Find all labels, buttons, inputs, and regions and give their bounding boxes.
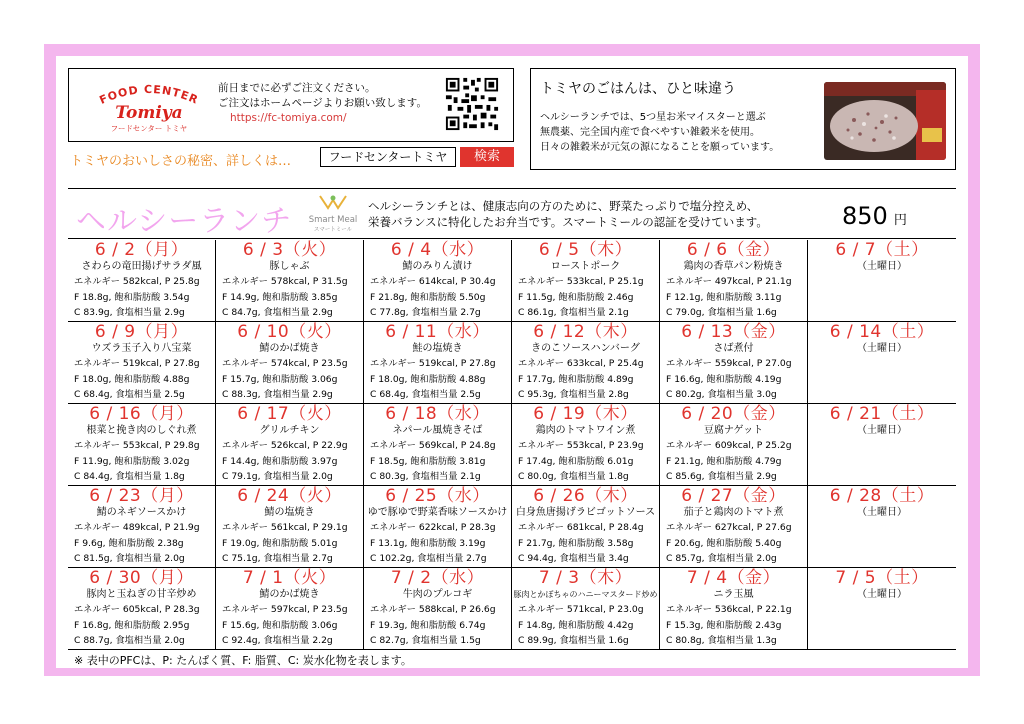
menu-date: 6 / 19（木） — [533, 404, 638, 424]
menu-name: きのこソースハンバーグ — [531, 343, 640, 354]
header-top-rule — [68, 188, 956, 189]
nutrition-energy-protein: エネルギー 533kcal, P 25.1g — [518, 276, 644, 287]
menu-cell — [808, 240, 956, 322]
menu-name: ウズラ玉子入り八宝菜 — [91, 343, 192, 354]
menu-name: 鮭の塩焼き — [412, 343, 463, 354]
nutrition-carb-salt: C 83.9g, 食塩相当量 2.9g — [74, 307, 185, 318]
menu-name: さわらの竜田揚げサラダ風 — [81, 261, 202, 272]
nutrition-energy-protein: エネルギー 605kcal, P 28.3g — [74, 604, 200, 615]
menu-name: 根菜と挽き肉のしぐれ煮 — [86, 425, 197, 436]
menu-name: 豆腐ナゲット — [703, 425, 764, 436]
menu-cell — [216, 568, 364, 650]
menu-calendar — [68, 240, 956, 650]
menu-date: 7 / 5（土） — [835, 568, 929, 588]
nutrition-carb-salt: C 84.7g, 食塩相当量 2.9g — [222, 307, 333, 318]
header-bottom-rule — [68, 238, 956, 239]
menu-cell — [68, 322, 216, 404]
nutrition-carb-salt: C 80.0g, 食塩相当量 1.8g — [518, 471, 629, 482]
store-name-en: FOOD CENTER — [97, 82, 201, 107]
menu-date: 7 / 1（火） — [242, 568, 337, 588]
menu-date: 6 / 30（月） — [89, 568, 194, 588]
price-value: 850 — [842, 202, 888, 230]
nutrition-carb-salt: C 81.5g, 食塩相当量 2.0g — [74, 553, 185, 564]
nutrition-carb-salt: C 84.4g, 食塩相当量 1.8g — [74, 471, 185, 482]
nutrition-energy-protein: エネルギー 526kcal, P 22.9g — [222, 440, 348, 451]
menu-date: 6 / 24（火） — [237, 486, 342, 506]
nutrition-fat: F 16.8g, 飽和脂肪酸 2.95g — [74, 619, 190, 631]
nutrition-energy-protein: エネルギー 633kcal, P 25.4g — [518, 358, 644, 369]
nutrition-carb-salt: C 94.4g, 食塩相当量 3.4g — [518, 553, 629, 564]
nutrition-energy-protein: エネルギー 559kcal, P 27.0g — [666, 358, 792, 369]
nutrition-fat: F 18.0g, 飽和脂肪酸 4.88g — [370, 373, 486, 385]
nutrition-carb-salt: C 85.7g, 食塩相当量 2.0g — [666, 553, 777, 564]
footnote: ※ 表中のPFCは、P: たんぱく質、F: 脂質、C: 炭水化物を表します。 — [74, 654, 412, 667]
menu-name: 豚肉とかぼちゃのハニーマスタード炒め — [513, 590, 658, 599]
menu-date: 6 / 28（土） — [829, 486, 935, 506]
menu-date: 6 / 11（水） — [385, 322, 490, 342]
rice-desc-line-1: ヘルシーランチでは、5つ星お米マイスターと選ぶ — [540, 112, 766, 123]
menu-date: 6 / 5（木） — [538, 240, 633, 260]
menu-cell — [512, 568, 660, 650]
nutrition-energy-protein: エネルギー 553kcal, P 23.9g — [518, 440, 644, 451]
secret-text: トミヤのおいしさの秘密、詳しくは… — [70, 154, 292, 169]
nutrition-carb-salt: C 89.9g, 食塩相当量 1.6g — [518, 635, 629, 646]
rice-desc-line-2: 無農薬、完全国内産で食べやすい雑穀米を使用。 — [540, 127, 760, 138]
menu-date: 6 / 13（金） — [681, 322, 786, 342]
nutrition-energy-protein: エネルギー 582kcal, P 25.8g — [74, 276, 200, 287]
nutrition-fat: F 14.8g, 飽和脂肪酸 4.42g — [518, 619, 634, 631]
store-name-script: Tomiya — [115, 103, 183, 123]
menu-cell — [660, 568, 808, 650]
nutrition-carb-salt: C 88.3g, 食塩相当量 2.9g — [222, 389, 333, 400]
qr-code-icon[interactable] — [444, 76, 500, 132]
nutrition-energy-protein: エネルギー 614kcal, P 30.4g — [370, 276, 496, 287]
rice-desc-line-3: 日々の雑穀米が元気の源になることを願っています。 — [540, 142, 780, 153]
nutrition-fat: F 18.5g, 飽和脂肪酸 3.81g — [370, 455, 486, 467]
menu-date: 6 / 21（土） — [829, 404, 935, 424]
healthy-desc-line-1: ヘルシーランチとは、健康志向の方のために、野菜たっぷりで塩分控えめ、 — [368, 199, 759, 213]
menu-cell — [364, 486, 512, 568]
nutrition-carb-salt: C 80.2g, 食塩相当量 3.0g — [666, 389, 777, 400]
menu-cell — [660, 404, 808, 486]
notice-line-2: ご注文はホームページよりお願い致します。 — [218, 97, 427, 109]
search-button[interactable]: 検索 — [460, 147, 514, 167]
menu-name: グリルチキン — [259, 425, 320, 436]
menu-cell — [364, 322, 512, 404]
menu-date: 6 / 10（火） — [237, 322, 342, 342]
nutrition-energy-protein: エネルギー 553kcal, P 29.8g — [74, 440, 200, 451]
holiday-label: （土曜日） — [857, 261, 907, 272]
holiday-label: （土曜日） — [857, 507, 907, 518]
menu-cell — [68, 486, 216, 568]
nutrition-energy-protein: エネルギー 561kcal, P 29.1g — [222, 522, 348, 533]
menu-date: 6 / 14（土） — [829, 322, 935, 342]
menu-cell — [216, 404, 364, 486]
menu-date: 6 / 6（金） — [686, 240, 781, 260]
nutrition-fat: F 14.4g, 飽和脂肪酸 3.97g — [222, 455, 338, 467]
nutrition-carb-salt: C 68.4g, 食塩相当量 2.5g — [74, 389, 185, 400]
nutrition-carb-salt: C 80.3g, 食塩相当量 2.1g — [370, 471, 481, 482]
nutrition-energy-protein: エネルギー 574kcal, P 23.5g — [222, 358, 348, 369]
healthy-lunch-title: ヘルシーランチ — [76, 204, 293, 239]
nutrition-carb-salt: C 80.8g, 食塩相当量 1.3g — [666, 635, 777, 646]
menu-date: 7 / 2（水） — [390, 568, 485, 588]
menu-cell — [512, 404, 660, 486]
menu-date: 6 / 17（火） — [237, 404, 342, 424]
menu-date: 7 / 4（金） — [686, 568, 781, 588]
nutrition-fat: F 21.7g, 飽和脂肪酸 3.58g — [518, 537, 634, 549]
menu-name: さば煮付 — [713, 343, 754, 354]
healthy-lunch-description — [368, 198, 808, 230]
menu-cell — [68, 404, 216, 486]
menu-name: 牛肉のプルコギ — [402, 589, 473, 600]
menu-cell — [808, 568, 956, 650]
nutrition-fat: F 20.6g, 飽和脂肪酸 5.40g — [666, 537, 782, 549]
menu-date: 6 / 3（火） — [242, 240, 337, 260]
menu-name: 白身魚唐揚げラビゴットソース — [515, 507, 656, 518]
holiday-label: （土曜日） — [857, 589, 907, 600]
website-link[interactable]: https://fc-tomiya.com/ — [230, 112, 347, 124]
nutrition-energy-protein: エネルギー 627kcal, P 27.6g — [666, 522, 792, 533]
menu-name: 鯖の塩焼き — [264, 507, 315, 518]
menu-date: 7 / 3（木） — [538, 568, 633, 588]
menu-date: 6 / 26（木） — [533, 486, 638, 506]
nutrition-carb-salt: C 88.7g, 食塩相当量 2.0g — [74, 635, 185, 646]
nutrition-fat: F 15.3g, 飽和脂肪酸 2.43g — [666, 619, 782, 631]
menu-cell — [68, 240, 216, 322]
nutrition-energy-protein: エネルギー 519kcal, P 27.8g — [74, 358, 200, 369]
nutrition-fat: F 17.7g, 飽和脂肪酸 4.89g — [518, 373, 634, 385]
menu-name: 豚しゃぶ — [269, 261, 310, 272]
nutrition-fat: F 15.6g, 飽和脂肪酸 3.06g — [222, 619, 338, 631]
nutrition-fat: F 14.9g, 飽和脂肪酸 3.85g — [222, 291, 338, 303]
nutrition-fat: F 16.6g, 飽和脂肪酸 4.19g — [666, 373, 782, 385]
menu-date: 6 / 12（木） — [533, 322, 638, 342]
search-input[interactable]: フードセンタートミヤ — [320, 147, 456, 167]
nutrition-energy-protein: エネルギー 571kcal, P 23.0g — [518, 604, 644, 615]
nutrition-carb-salt: C 92.4g, 食塩相当量 2.2g — [222, 635, 333, 646]
menu-date: 6 / 16（月） — [89, 404, 194, 424]
nutrition-energy-protein: エネルギー 497kcal, P 21.1g — [666, 276, 792, 287]
bento-photo — [824, 82, 946, 160]
nutrition-carb-salt: C 75.1g, 食塩相当量 2.7g — [222, 553, 333, 564]
nutrition-fat: F 21.8g, 飽和脂肪酸 5.50g — [370, 291, 486, 303]
menu-cell — [660, 322, 808, 404]
nutrition-energy-protein: エネルギー 622kcal, P 28.3g — [370, 522, 496, 533]
healthy-desc-line-2: 栄養バランスに特化したお弁当です。スマートミールの認証を受けています。 — [368, 215, 768, 229]
menu-name: 鯖のみりん漬け — [402, 261, 473, 272]
nutrition-fat: F 11.5g, 飽和脂肪酸 2.46g — [518, 291, 634, 303]
menu-name: 豚肉と玉ねぎの甘辛炒め — [86, 589, 197, 600]
menu-date: 6 / 23（月） — [89, 486, 194, 506]
nutrition-carb-salt: C 79.1g, 食塩相当量 2.0g — [222, 471, 333, 482]
nutrition-energy-protein: エネルギー 609kcal, P 25.2g — [666, 440, 792, 451]
nutrition-energy-protein: エネルギー 597kcal, P 23.5g — [222, 604, 348, 615]
store-name-jp: フードセンター トミヤ — [110, 124, 188, 133]
nutrition-energy-protein: エネルギー 519kcal, P 27.8g — [370, 358, 496, 369]
menu-cell — [364, 240, 512, 322]
nutrition-fat: F 17.4g, 飽和脂肪酸 6.01g — [518, 455, 634, 467]
nutrition-carb-salt: C 77.8g, 食塩相当量 2.7g — [370, 307, 481, 318]
nutrition-energy-protein: エネルギー 588kcal, P 26.6g — [370, 604, 496, 615]
nutrition-fat: F 18.0g, 飽和脂肪酸 4.88g — [74, 373, 190, 385]
nutrition-fat: F 18.8g, 飽和脂肪酸 3.54g — [74, 291, 190, 303]
menu-name: 茄子と鶏肉のトマト煮 — [683, 507, 784, 518]
nutrition-fat: F 11.9g, 飽和脂肪酸 3.02g — [74, 455, 190, 467]
nutrition-energy-protein: エネルギー 578kcal, P 31.5g — [222, 276, 348, 287]
menu-name: 鯖のかば焼き — [259, 343, 320, 354]
nutrition-energy-protein: エネルギー 489kcal, P 21.9g — [74, 522, 200, 533]
menu-name: ゆで豚ゆで野菜香味ソースかけ — [367, 507, 508, 518]
smart-meal-sub: スマートミール — [313, 227, 353, 233]
menu-name: 鶏肉の香草パン粉焼き — [683, 261, 784, 272]
store-logo — [94, 80, 204, 134]
menu-date: 6 / 4（水） — [390, 240, 485, 260]
menu-name: 鶏肉のトマトワイン煮 — [535, 425, 636, 436]
smart-meal-logo — [306, 192, 360, 234]
smart-meal-logo-text: Smart Meal — [308, 215, 358, 225]
nutrition-carb-salt: C 102.2g, 食塩相当量 2.7g — [370, 553, 487, 564]
menu-cell — [512, 240, 660, 322]
nutrition-carb-salt: C 68.4g, 食塩相当量 2.5g — [370, 389, 481, 400]
nutrition-carb-salt: C 86.1g, 食塩相当量 2.1g — [518, 307, 629, 318]
nutrition-carb-salt: C 82.7g, 食塩相当量 1.5g — [370, 635, 481, 646]
menu-cell — [660, 486, 808, 568]
nutrition-fat: F 19.3g, 飽和脂肪酸 6.74g — [370, 619, 486, 631]
nutrition-fat: F 13.1g, 飽和脂肪酸 3.19g — [370, 537, 486, 549]
nutrition-fat: F 12.1g, 飽和脂肪酸 3.11g — [666, 291, 782, 303]
menu-cell — [216, 322, 364, 404]
price — [842, 202, 907, 230]
menu-cell — [364, 404, 512, 486]
menu-date: 6 / 2（月） — [94, 240, 189, 260]
menu-cell — [808, 322, 956, 404]
menu-date: 6 / 9（月） — [94, 322, 189, 342]
menu-name: ネパール風焼きそば — [392, 425, 483, 436]
notice-line-1: 前日までに必ずご注文ください。 — [218, 82, 376, 94]
menu-date: 6 / 18（水） — [385, 404, 490, 424]
menu-cell — [364, 568, 512, 650]
menu-cell — [216, 486, 364, 568]
menu-cell — [216, 240, 364, 322]
menu-cell — [808, 404, 956, 486]
menu-cell — [512, 486, 660, 568]
nutrition-carb-salt: C 85.6g, 食塩相当量 2.9g — [666, 471, 777, 482]
nutrition-fat: F 15.7g, 飽和脂肪酸 3.06g — [222, 373, 338, 385]
menu-name: 鯖のネギソースかけ — [96, 507, 187, 518]
menu-cell — [68, 568, 216, 650]
menu-cell — [660, 240, 808, 322]
holiday-label: （土曜日） — [857, 343, 907, 354]
nutrition-fat: F 19.0g, 飽和脂肪酸 5.01g — [222, 537, 338, 549]
nutrition-energy-protein: エネルギー 536kcal, P 22.1g — [666, 604, 792, 615]
holiday-label: （土曜日） — [857, 425, 907, 436]
menu-name: ローストポーク — [550, 261, 621, 272]
menu-date: 6 / 25（水） — [385, 486, 490, 506]
nutrition-energy-protein: エネルギー 569kcal, P 24.8g — [370, 440, 496, 451]
price-unit: 円 — [893, 213, 907, 228]
nutrition-energy-protein: エネルギー 681kcal, P 28.4g — [518, 522, 644, 533]
menu-name: 鯖のかば焼き — [259, 589, 320, 600]
menu-name: ニラ玉風 — [713, 589, 754, 600]
order-notice — [218, 81, 443, 126]
menu-date: 6 / 20（金） — [681, 404, 786, 424]
menu-cell — [808, 486, 956, 568]
nutrition-carb-salt: C 79.0g, 食塩相当量 1.6g — [666, 307, 777, 318]
rice-title: トミヤのごはんは、ひと味違う — [540, 81, 736, 97]
nutrition-fat: F 21.1g, 飽和脂肪酸 4.79g — [666, 455, 782, 467]
nutrition-fat: F 9.6g, 飽和脂肪酸 2.38g — [74, 537, 184, 549]
menu-date: 6 / 27（金） — [681, 486, 786, 506]
menu-cell — [512, 322, 660, 404]
nutrition-carb-salt: C 95.3g, 食塩相当量 2.8g — [518, 389, 629, 400]
menu-date: 6 / 7（土） — [835, 240, 929, 260]
rice-description — [540, 110, 820, 155]
